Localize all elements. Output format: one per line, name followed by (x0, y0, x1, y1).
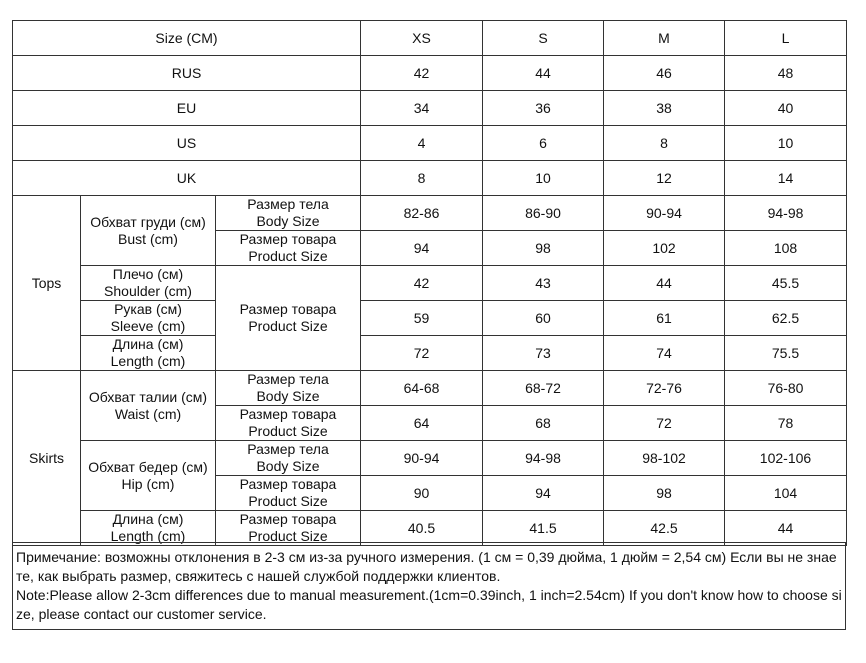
table-cell: 14 (725, 161, 847, 196)
table-cell: 90-94 (361, 441, 483, 476)
table-cell: 59 (361, 301, 483, 336)
table-cell: 42.5 (604, 511, 725, 546)
region-label: UK (13, 161, 361, 196)
table-cell: 10 (725, 126, 847, 161)
bust-measure-label: Обхват груди (см) Bust (cm) (81, 196, 216, 266)
table-cell: 60 (483, 301, 604, 336)
length-measure-label: Длина (см) Length (cm) (81, 336, 216, 371)
table-cell: 94-98 (725, 196, 847, 231)
note-english: Note:Please allow 2-3cm differences due to manual measurement.(1cm=0.39inch, 1 inch=2.54cm) If you don't know how to choose size, please contact our customer service. (16, 587, 842, 622)
sleeve-measure-label: Рукав (см) Sleeve (cm) (81, 301, 216, 336)
table-cell: 104 (725, 476, 847, 511)
table-cell: 4 (361, 126, 483, 161)
waist-measure-label: Обхват талии (см) Waist (cm) (81, 371, 216, 441)
size-header-label: Size (CM) (13, 21, 361, 56)
product-size-label: Размер товара Product Size (216, 476, 361, 511)
size-m-header: M (604, 21, 725, 56)
table-cell: 45.5 (725, 266, 847, 301)
table-cell: 73 (483, 336, 604, 371)
region-label: EU (13, 91, 361, 126)
table-cell: 72 (604, 406, 725, 441)
product-size-label: Размер товара Product Size (216, 266, 361, 371)
table-cell: 72-76 (604, 371, 725, 406)
table-cell: 94 (483, 476, 604, 511)
table-cell: 46 (604, 56, 725, 91)
table-cell: 86-90 (483, 196, 604, 231)
table-cell: 82-86 (361, 196, 483, 231)
table-cell: 6 (483, 126, 604, 161)
tops-section-label: Tops (13, 196, 81, 371)
table-cell: 64 (361, 406, 483, 441)
table-cell: 40 (725, 91, 847, 126)
region-row-us (13, 126, 847, 161)
table-cell: 108 (725, 231, 847, 266)
table-cell: 78 (725, 406, 847, 441)
table-cell: 42 (361, 56, 483, 91)
table-cell: 98 (483, 231, 604, 266)
table-cell: 102-106 (725, 441, 847, 476)
shoulder-measure-label: Плечо (см) Shoulder (cm) (81, 266, 216, 301)
table-cell: 8 (361, 161, 483, 196)
skirts-length-row (13, 511, 847, 546)
skirts-hip-body-row (13, 441, 847, 476)
hip-measure-label: Обхват бедер (см) Hip (cm) (81, 441, 216, 511)
table-cell: 40.5 (361, 511, 483, 546)
measurement-note (12, 542, 846, 630)
size-xs-header: XS (361, 21, 483, 56)
table-cell: 44 (483, 56, 604, 91)
header-row (13, 21, 847, 56)
length-measure-label: Длина (см) Length (cm) (81, 511, 216, 546)
table-cell: 76-80 (725, 371, 847, 406)
table-cell: 102 (604, 231, 725, 266)
size-l-header: L (725, 21, 847, 56)
table-cell: 43 (483, 266, 604, 301)
table-cell: 61 (604, 301, 725, 336)
region-row-eu (13, 91, 847, 126)
table-cell: 62.5 (725, 301, 847, 336)
product-size-label: Размер товара Product Size (216, 511, 361, 546)
region-row-rus (13, 56, 847, 91)
table-cell: 41.5 (483, 511, 604, 546)
note-russian: Примечание: возможны отклонения в 2-3 см из-за ручного измерения. (1 см = 0,39 дюйма, 1 дюйм = 2,54 см) Если вы не знаете, как выбрать размер, свяжитесь с нашей службой поддержки клиентов. (16, 549, 837, 584)
table-cell: 98 (604, 476, 725, 511)
table-cell: 36 (483, 91, 604, 126)
table-cell: 42 (361, 266, 483, 301)
table-cell: 38 (604, 91, 725, 126)
skirts-waist-body-row (13, 371, 847, 406)
skirts-section-label: Skirts (13, 371, 81, 546)
table-cell: 98-102 (604, 441, 725, 476)
table-cell: 64-68 (361, 371, 483, 406)
body-size-label: Размер тела Body Size (216, 441, 361, 476)
size-s-header: S (483, 21, 604, 56)
table-cell: 94-98 (483, 441, 604, 476)
tops-shoulder-row (13, 266, 847, 301)
table-cell: 8 (604, 126, 725, 161)
tops-length-row (13, 336, 847, 371)
tops-bust-body-row (13, 196, 847, 231)
table-cell: 75.5 (725, 336, 847, 371)
table-cell: 10 (483, 161, 604, 196)
table-cell: 48 (725, 56, 847, 91)
table-cell: 68-72 (483, 371, 604, 406)
table-cell: 34 (361, 91, 483, 126)
region-label: US (13, 126, 361, 161)
table-cell: 44 (604, 266, 725, 301)
product-size-label: Размер товара Product Size (216, 231, 361, 266)
table-cell: 68 (483, 406, 604, 441)
table-cell: 44 (725, 511, 847, 546)
size-chart-table (12, 20, 847, 546)
table-cell: 12 (604, 161, 725, 196)
body-size-label: Размер тела Body Size (216, 371, 361, 406)
region-label: RUS (13, 56, 361, 91)
table-cell: 72 (361, 336, 483, 371)
product-size-label: Размер товара Product Size (216, 406, 361, 441)
table-cell: 94 (361, 231, 483, 266)
table-cell: 90-94 (604, 196, 725, 231)
table-cell: 74 (604, 336, 725, 371)
tops-sleeve-row (13, 301, 847, 336)
region-row-uk (13, 161, 847, 196)
table-cell: 90 (361, 476, 483, 511)
body-size-label: Размер тела Body Size (216, 196, 361, 231)
